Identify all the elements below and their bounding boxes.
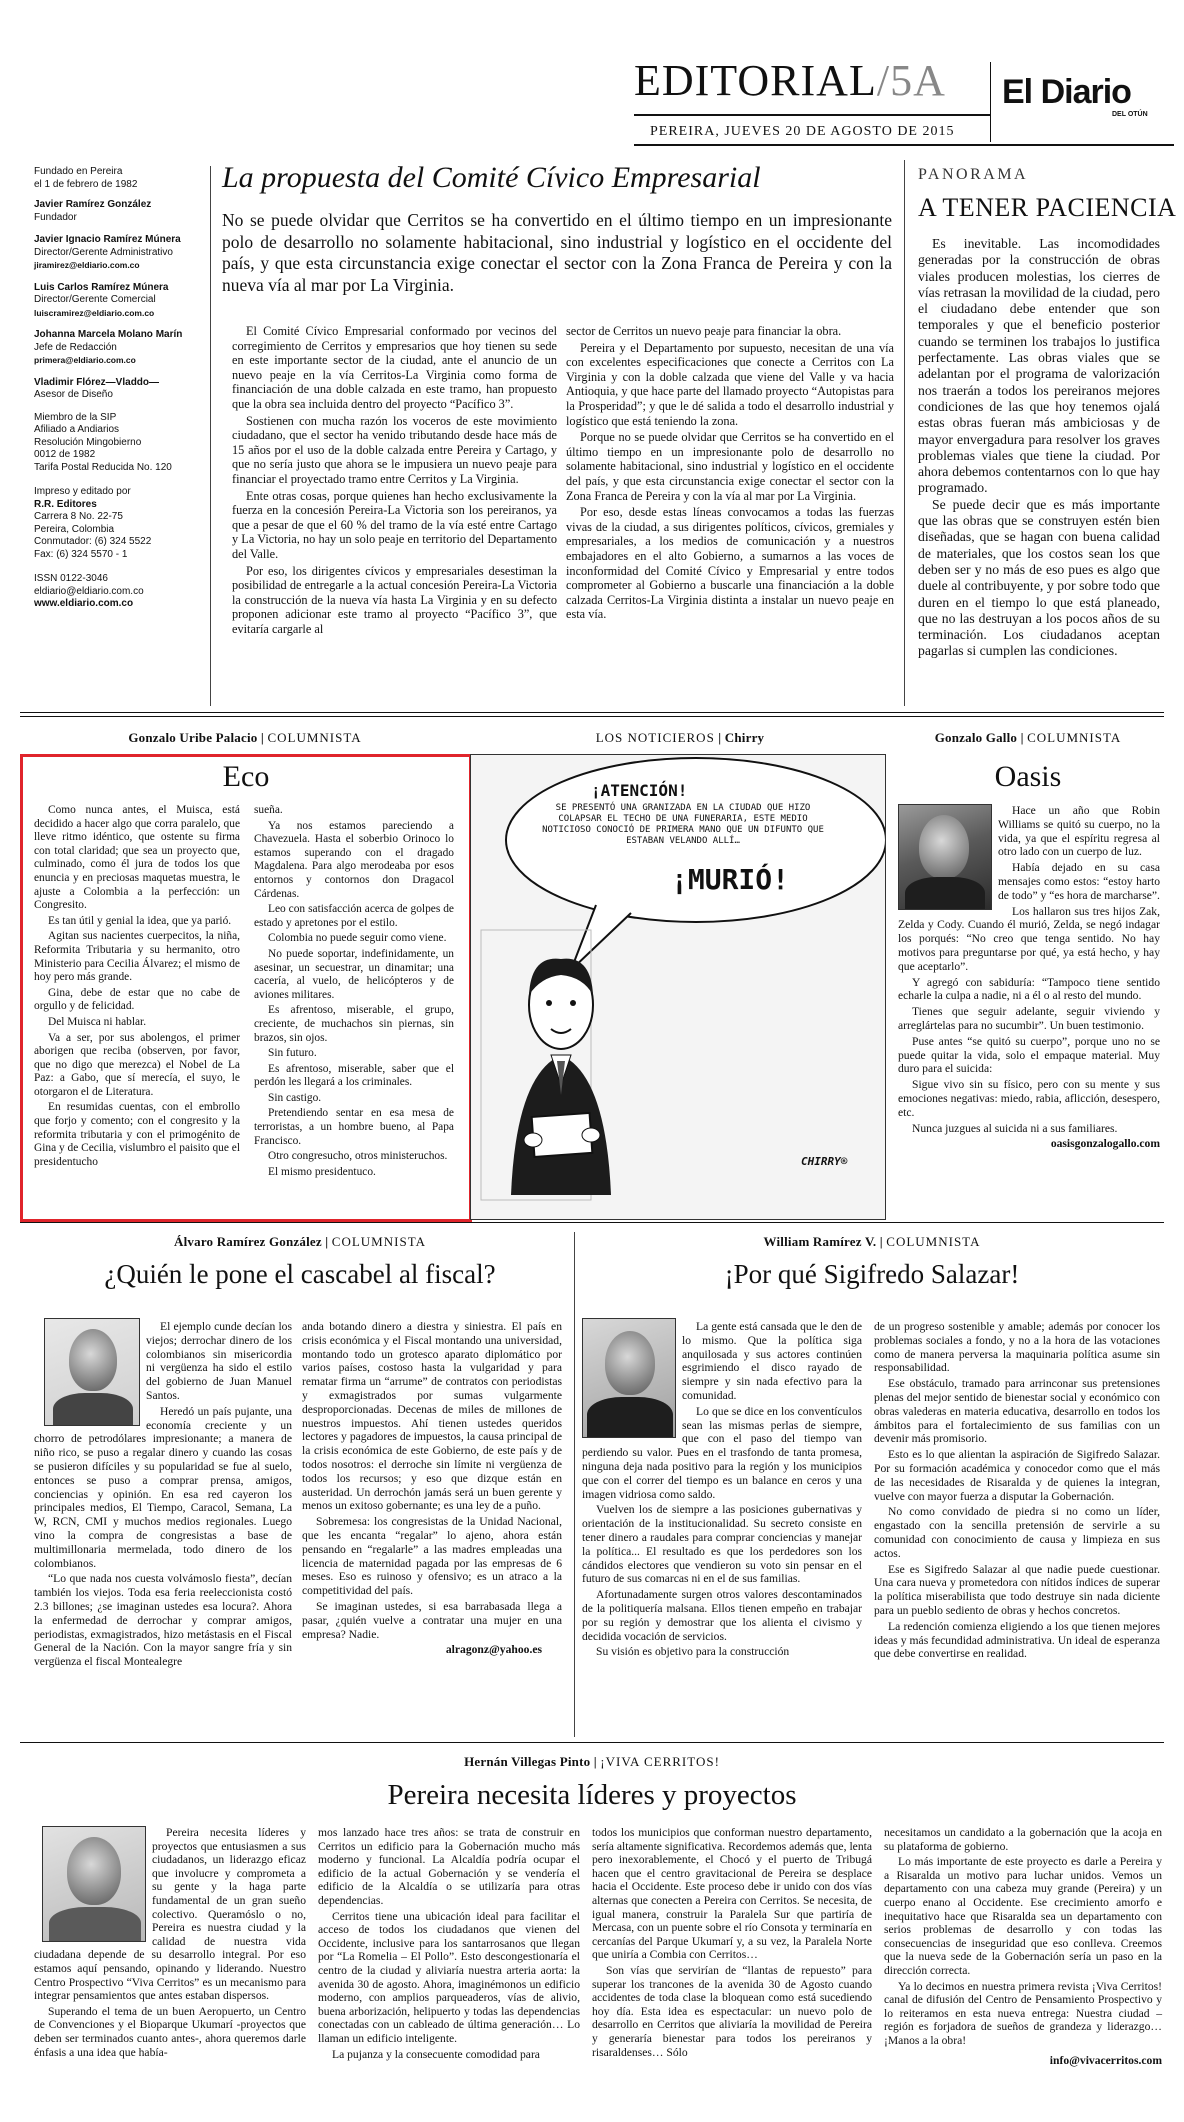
paragraph: Gina, debe de estar que no cabe de orgullo y de felicidad. <box>34 986 240 1013</box>
editorial-col-2 <box>566 324 894 624</box>
byline: Gonzalo Gallo | COLUMNISTA <box>934 730 1122 745</box>
salazar-col-2 <box>874 1320 1160 1663</box>
masthead <box>0 0 1184 150</box>
paragraph: En resumidas cuentas, con el embrollo que forjo y comento; con el congresito y la reformita tributaria y con el primogénito de Gina y de Cecilia, vislumbro el paisito que el presidentucho <box>34 1101 240 1168</box>
paragraph: La pujanza y la consecuente comodidad para <box>332 2047 540 2061</box>
paragraph: Es afrentoso, miserable, saber que el perdón les llegará a los criminales. <box>254 1062 454 1089</box>
columnist-role: COLUMNISTA <box>267 730 362 745</box>
paragraph: Tienes que seguir adelante, seguir viviendo y arreglártelas para no sucumbir”. Un buen testimonio. <box>898 1005 1160 1032</box>
section-name: EDITORIAL <box>634 56 877 105</box>
byline: William Ramírez V. | COLUMNISTA <box>763 1234 981 1249</box>
byline: Gonzalo Uribe Palacio | COLUMNISTA <box>128 730 362 745</box>
photo-spacer <box>34 1826 152 1948</box>
columnist-name: Álvaro Ramírez González <box>174 1234 322 1249</box>
affiliation-line: Afiliado a Andiarios <box>34 424 120 435</box>
paragraph: Ya nos estamos pareciendo a Chavezuela. Hasta el soberbio Orinoco lo estamos superando con el dragado Magdalena. Para algo merodeaba por esos entornos y contornos don Dragacol Cárdenas. <box>254 819 454 900</box>
paragraph: La redención comienza eligiendo a los que tienen mejores ideas y más fecundidad administrativa. Un ideal de esperanza que debe convertirse en realidad. <box>874 1619 1160 1661</box>
staff-role: Fundador <box>34 211 77 223</box>
column-title: Pereira necesita líderes y proyectos <box>387 1779 797 1811</box>
paragraph: Va a ser, por sus abolengos, el primer aborigen que reciba (observen, por favor, que no digo que merezca) el Nobel de La Paz: a Gabo, que sí merecía, el suyo, le otorgaron el de Literatura. <box>34 1031 240 1098</box>
paragraph: Superando el tema de un buen Aeropuerto, un Centro de Convenciones y el Bioparque Ukumarí -proyectos que deben ser terminados cuanto antes-, ahora queremos darle énfasis a una idea que había- <box>34 2004 306 2059</box>
staff-email[interactable]: primera@eldiario.com.co <box>34 355 136 365</box>
paragraph: El ejemplo cunde decían los viejos; derrochar dinero de los colombianos sin misericordia ni vergüenza ha sido el estilo del gobierno de Juan Manuel Santos. <box>146 1320 292 1402</box>
paragraph: Sobremesa: los congresistas de la Unidad Nacional, que les encanta “regalar” lo ajeno, ahora están pensando en “regalarle” a las madres empleadas una licencia de maternidad pagada por las empresas de 6 meses. Eso es ruinoso y ofensivo; es un atraco a la competitividad del país. <box>302 1515 562 1598</box>
staff-name: Johanna Marcela Molano Marín <box>34 329 183 340</box>
fax-line: Fax: (6) 324 5570 - 1 <box>34 548 128 560</box>
paragraph: Lo que se dice en los conventículos sean las mismas perlas de siempre, que con el paso del tiempo van perdiendo su valor. Pues en el trasfondo de tanta promesa, ninguna deja nada positivo para la región y los municipios que con el correr del tiempo es un balance en ceros y una imagen vidriosa como saldo. <box>582 1404 862 1501</box>
photo-spacer <box>34 1320 146 1432</box>
staff-name: Javier Ramírez González <box>34 199 152 210</box>
cerritos-col-1 <box>34 1826 306 2061</box>
columnist-role: COLUMNISTA <box>886 1234 981 1249</box>
paragraph: No como convidado de piedra si no como un líder, engastado con la sencilla pretensión de servirle a su comunidad con conocimiento de causa y limpieza en sus actos. <box>874 1505 1160 1560</box>
balloon-heading: ¡ATENCIÓN! <box>591 781 688 800</box>
panorama-title: A TENER PACIENCIA <box>918 193 1177 222</box>
columnist-role: COLUMNISTA <box>1027 730 1122 745</box>
paragraph: “Lo que nada nos cuesta volvámoslo fiesta”, decían también los viejos. Toda esa feria reeleccionista costó 2.3 billones; ¿se imaginan ustedes esa locura?. Ahora la enfermedad de derrochar y comprar amigos, periodistas, exmagistrados, hizo metástasis en el Fiscal General de la Nación. Con la mayor sangre fría y sin vergüenza el fiscal Montealegre <box>34 1572 292 1669</box>
cartoon-section: LOS NOTICIEROS <box>595 730 715 745</box>
paragraph: Son vías que servirían de “llantas de repuesto” para superar los trancones de la avenida 30 de Agosto cuando accidentes de toda clase la bloquean como está sucediendo hoy día. Esta idea es espectacular: un nuevo polo de desarrollo en Cerritos que aliviaría la movilidad de Pereira y generaría bienestar para todos los pereiranos y risaraldenses… Sólo <box>592 1963 872 2059</box>
cerritos-col-3 <box>592 1826 872 2061</box>
fiscal-col-2 <box>302 1320 562 1657</box>
columnist-email[interactable]: alragonz@yahoo.es <box>445 1643 542 1657</box>
printer-line: Carrera 8 No. 22-75 <box>34 511 123 522</box>
staff-name: Luis Carlos Ramírez Múnera <box>34 281 169 293</box>
paragraph: Ya lo decimos en nuestra primera revista ¡Viva Cerritos! canal de difusión del Centro de Pensamiento Prospectivo y lo reiteramos en esta nueva entrega: Nuestra ciudad – región es forjadora de sueños de grandeza y liderazgo… ¡Manos a la obra! <box>884 1979 1162 2047</box>
columnist-role: COLUMNISTA <box>331 1234 426 1249</box>
paragraph: de un progreso sostenible y amable; además por conocer los problemas sociales a fondo, y no a la hora de las votaciones como de manera perversa la maquinaria política asume sin responsabilidad. <box>874 1320 1160 1375</box>
anchor-figure <box>511 959 611 1195</box>
paragraph: Por eso, los dirigentes cívicos y empresariales desestiman la posibilidad de entregarle a la actual concesión Pereira-La Victoria la construcción de la nueva vía hasta La Virginia y en su defecto proponen adicionar este tramo al proyecto “Pacífico 3”, que evitaría cargarle al <box>232 563 557 636</box>
section-title: EDITORIAL/5A <box>634 56 946 105</box>
affiliation-line: 0012 de 1982 <box>34 449 96 460</box>
paragraph: Nunca juzgues al suicida ni a sus familiares. <box>912 1121 1118 1135</box>
staff-role: Asesor de Diseño <box>34 389 113 400</box>
balloon-punchline: ¡MURIÓ! <box>671 863 790 896</box>
eco-col-1 <box>34 804 240 1171</box>
editorial-col-1 <box>232 324 557 638</box>
columnist-website[interactable]: oasisgonzalogallo.com <box>1050 1137 1160 1151</box>
paragraph: Ente otras cosas, porque quienes han hecho exclusivamente la fuerza en la concesión Pereira-La Victoria son los pereiranos, ya que a pesar de que el 60 % del tramo de la vía esté entre Cartago y La Victoria, no hay un solo peaje en territorio del Departamento del Valle. <box>232 488 557 561</box>
paragraph: sector de Cerritos un nuevo peaje para financiar la obra. <box>566 324 842 338</box>
photo-spacer <box>582 1320 682 1446</box>
column-title: Eco <box>222 760 270 793</box>
paragraph: Se puede decir que es más importante que las obras que se construyen estén bien diseñadas, que se hagan con buena calidad de materiales, que los costos sean los que deben ser y no más de eso pues es algo que duele al contribuyente, y por sobre todo que duren en el tiempo lo que está planeado, que no las destruyan a los pocos años de su terminación. Los ciudadanos aceptan pagarlas si cumplen las condiciones. <box>918 496 1160 659</box>
staff-email[interactable]: jiramirez@eldiario.com.co <box>34 260 140 270</box>
paragraph: Heredó un país pujante, una economía creciente y un chorro de petrodólares impresionante; a manera de niño rico, se puso a regalar dinero y cuando las cosas se pusieron difíciles y su popularidad se fue al suelo, entonces se puso a comprar prensa, amigos, conciencias y opinión. En esa red cayeron los principales medios, El Tiempo, Caracol, Semana, La W, RCN, CMI y muchos medios regionales. Luego vino la compra de congresistas a base de multimillonaria mermelada, todo dinero de los colombianos. <box>34 1404 292 1570</box>
paragraph: Los hallaron sus tres hijos Zak, Zelda y Cody. Cuando él murió, Zelda, se negó indagar los porqués: “No creo que tenga sentido. No hay motivos para preguntarse por qué, ya está hecho, y hay que aceptarlo”. <box>898 904 1160 973</box>
paragraph: mos lanzado hace tres años: se trata de construir en Cerritos un edificio para la Gobernación mucho más moderno y funcional. La Alcaldía podría ocupar el edificio de la actual Gobernación y se vendería el edificio de la Alcaldía o se utilizaría para otras dependencias. <box>318 1826 580 1907</box>
phone-line: Conmutador: (6) 324 5522 <box>34 536 152 547</box>
affiliation-line: Miembro de la SIP <box>34 411 117 423</box>
paragraph: Pretendiendo sentar en esa mesa de terroristas, a un hombre bueno, al Papa Francisco. <box>254 1107 454 1147</box>
brand-tag: DEL OTÚN <box>1112 111 1148 118</box>
paragraph: Sin futuro. <box>268 1047 317 1060</box>
contact-email[interactable]: eldiario@eldiario.com.co <box>34 585 144 597</box>
staff-name: Javier Ignacio Ramírez Múnera <box>34 234 181 245</box>
paragraph: Su visión es objetivo para la construcción <box>596 1645 790 1659</box>
salazar-col-1 <box>582 1320 862 1661</box>
paragraph: necesitamos un candidato a la gobernación que la acoja en su plataforma de gobierno. <box>884 1826 1162 1853</box>
paragraph: Sostienen con mucha razón los voceros de este movimiento ciudadano, que el sector ha venido tributando desde hace más de 15 años por el uso de la doble calzada entre Pereira y Cartago, y que no sería justo que ahora se le impusiera un nuevo peaje para financiar el proyectado tramo entre Cerritos y La Virginia. <box>232 413 557 486</box>
paragraph: Del Muisca ni hablar. <box>48 1015 147 1028</box>
paragraph: Colombia no puede seguir como viene. <box>268 932 447 945</box>
founded-line: el 1 de febrero de 1982 <box>34 178 138 190</box>
paragraph: Pereira necesita líderes y proyectos que entusiasmen a sus ciudadanos, un liderazgo eficaz que involucre y comprometa a su gente y la haga parte fundamental de un gran sueño colectivo. Queramóslo o no, Pereira es nuestra ciudad y la calidad de nuestra vida ciudadana depende de su desarrollo integral. Por eso estamos aquí pensando, opinando y liderando. Nuestro Centro Prospectivo “Viva Cerritos” es un mecanismo para integrar pensamientos que antes estaban dispersos. <box>34 1826 306 2003</box>
editorial-title: La propuesta del Comité Cívico Empresarial <box>222 161 761 194</box>
affiliation-line: Resolución Mingobierno <box>34 436 142 448</box>
panorama-body <box>918 236 1160 660</box>
column-name: ¡VIVA CERRITOS! <box>600 1754 720 1769</box>
staff-box <box>34 166 204 611</box>
paragraph: Por eso, desde estas líneas convocamos a todas las fuerzas vivas de la ciudad, a sus dirigentes políticos, cívicos, gremiales y empresariales, a los medios de comunicación y a nuestros embajadores en el alto Gobierno, a sumarnos a las voces de inconformidad del Comité Cívico y Empresarial y entre todos comprometer al Gobierno a buscarle una financiación a la doble calzada Cerritos-La Virginia distinta a instalar un nuevo peaje en esta vía. <box>566 505 894 622</box>
photo-spacer <box>898 804 998 914</box>
eco-col-2 <box>254 804 454 1181</box>
columnist-name: Gonzalo Uribe Palacio <box>128 730 258 745</box>
columnist-name: Hernán Villegas Pinto <box>464 1754 591 1769</box>
paragraph: La gente está cansada que le den de lo mismo. Que la política siga anquilosada y sus actores continúen esgrimiendo el disco rayado de siempre y sin nada efectivo para la comunidad. <box>682 1320 862 1402</box>
cartoonist-signature: CHIRRY® <box>801 1155 848 1168</box>
paragraph: Afortunadamente surgen otros valores descontaminados de la politiquería malsana. Ellos tienen empeño en trabajar por su región y demostrar que los alienta el civismo y decidida vocación de servicios. <box>582 1588 862 1643</box>
website-link[interactable]: www.eldiario.com.co <box>34 598 134 609</box>
byline: Hernán Villegas Pinto | ¡VIVA CERRITOS! <box>464 1754 720 1769</box>
staff-name: Vladimir Flórez—Vladdo— <box>34 376 160 388</box>
paragraph: Pereira y el Departamento por supuesto, necesitan de una vía con excelentes especificaciones que conecte a Cerritos con La Virginia y con la doble calzada que viene del Valle y va hacia Antioquia, y que hace parte del llamado proyecto “Autopistas para la Prosperidad”; y que le dé salida a todo el desarrollo industrial y logístico que está teniendo la zona. <box>566 340 894 428</box>
staff-role: Jefe de Redacción <box>34 341 117 353</box>
paragraph: Sigue vivo sin su físico, pero con su mente y sus emociones negativas: miedo, rabia, aflicción, desespero, etc. <box>898 1078 1160 1119</box>
columnist-name: Gonzalo Gallo <box>934 730 1018 745</box>
paragraph: Hace un año que Robin Williams se quitó su cuerpo, no la vida, ya que el espíritu regresa al otro lado con un cuerpo de luz. <box>998 804 1160 859</box>
staff-role: Director/Gerente Comercial <box>34 294 156 305</box>
paragraph: Ese es Sigifredo Salazar al que nadie puede cuestionar. Una cara nueva y prometedora con nítidos índices de superar la política miserabilista que todo destruye sin nada diciente para un pueblo sediento de obras y hechos concretos. <box>874 1562 1160 1617</box>
paragraph: Leo con satisfacción acerca de golpes de estado y apretones por el estilo. <box>254 903 454 929</box>
paragraph: Sin castigo. <box>268 1091 322 1104</box>
paragraph: Ese obstáculo, tramado para arrinconar sus pretensiones plenas del mejor sentido de bienestar social y económico con obras valederas en materia educativa, desarrollo en todos los ámbitos para el fortalecimiento de sus familias con un devenir más promisorio. <box>874 1377 1160 1446</box>
cerritos-col-2 <box>318 1826 580 2063</box>
paragraph: todos los municipios que conforman nuestro departamento, sería altamente significativa. Recordemos además que, lenta pero inexorablemente, el Chocó y el puerto de Tribugá hacen que el centro gravitacional de Pereira se desplace hacia el Occidente. Este proceso debe ir unido con dos vías alternas que conecten a Pereira con Cerritos. Se necesita, de igual manera, construir la Paralela Sur que partiría de Mercasa, con un puente sobre el río Consota y terminaría en cercanías del Parque Ukumarí y, a su vez, la Paralela Norte que uniría a Combia con Cerritos… <box>592 1826 872 1962</box>
paragraph: Otro congresucho, otros ministeruchos. <box>268 1150 448 1163</box>
paragraph: Cerritos tiene una ubicación ideal para facilitar el acceso de todos los ciudadanos que vienen del Occidente, inclusive para los santarrosanos que llegan por “La Romelia – El Pollo”. Esto descongestionaría el centro de la ciudad y aliviaría nuestra arteria aorta: la avenida 30 de agosto. Ahora, imaginémonos un edificio moderno, con amplios parqueaderos, vías de alivio, buena arborización, helipuerto y todas las dependencias conectadas con un cableado de última generación… Lo llaman un edificio inteligente. <box>318 1909 580 2045</box>
brand-logo: El Diario <box>1002 73 1131 111</box>
oasis-body <box>898 804 1160 1151</box>
paragraph: No puede soportar, indefinidamente, un asesinar, un secuestrar, un dinamitar; una cacería, al vuelo, de helicópteros y de aviones militares. <box>254 947 454 1001</box>
staff-email[interactable]: luiscramirez@eldiario.com.co <box>34 307 155 318</box>
byline: Álvaro Ramírez González | COLUMNISTA <box>174 1234 426 1249</box>
dateline: PEREIRA, JUEVES 20 DE AGOSTO DE 2015 <box>650 124 955 139</box>
paragraph: Lo más importante de este proyecto es darle a Pereira y a Risaralda un motivo para luchar unidos. Vemos un departamento con una cabeza muy grande (Pereira) y un cuerpo enano al Occidente. Ese crecimiento amorfo e inequitativo hace que Risaralda sea un departamento con serios problemas de desarrollo y con todas las consecuencias de inseguridad que eso conlleva. Creemos que la nueva sede de la Gobernación sería un paso en la dirección correcta. <box>884 1855 1162 1977</box>
byline: LOS NOTICIEROS | Chirry <box>595 730 765 745</box>
cerritos-col-4 <box>884 1826 1162 2067</box>
paragraph: Y agregó con sabiduría: “Tampoco tiene sentido echarle la culpa a nadie, ni a él o al resto del mundo. <box>898 975 1160 1003</box>
panorama-kicker: PANORAMA <box>918 166 1029 183</box>
printer-line: Impreso y editado por <box>34 486 131 497</box>
paragraph: El mismo presidentuco. <box>268 1165 376 1178</box>
paragraph: Es afrentoso, miserable, el grupo, creciente, de muchachos sin piernas, sin brazos, sin ojos. <box>254 1004 454 1044</box>
cartoon-frame <box>470 754 886 1220</box>
paragraph: anda botando dinero a diestra y siniestra. El país en crisis económica y el Fiscal montando una universidad, montando todo un grotesco aparato diplomático por varios países, costoso hasta la vulgaridad y para rematar firma un “arrume” de contratos con periodistas y exmagistrados por sumas vulgarmente desproporcionadas. Decenas de miles de millones de nuestros impuestos. Ahí tienen ustedes queridos lectores y pagadores de impuestos, la causa principal de la crisis económica de este Gobierno, de este país y de todos nosotros: el derroche sin límite ni vergüenza de todos los recursos; y eso que dizque están en austeridad. Un derrochón jamás será un buen gerente y menos un exitoso gobernante; es una ley de a puño. <box>302 1320 562 1513</box>
paragraph: Como nunca antes, el Muisca, está decidido a hacer algo que corra paralelo, que lleve ritmo idéntico, que ostente su firma con total claridad; que sea un proyecto que, culminado, como él jura de todos los que enuncia y en preciosas maquetas muestra, le ajuste a Colombia a la perfección: un Congresito. <box>34 804 240 912</box>
column-title: ¡Por qué Sigifredo Salazar! <box>724 1259 1020 1289</box>
paragraph: Esto es lo que alientan la aspiración de Sigifredo Salazar. Por su formación académica y conocedor como que el más de las necesidades de Risaralda y de quienes la integran, vuelve con mayor fuerza a disputar la Gobernación. <box>874 1448 1160 1503</box>
paragraph: Agitan sus nacientes cuerpecitos, la niña, Reformita Tributaria y su hermanito, otro Ministerio para Cecilia Álvarez; el mismo de hoy pero más grande. <box>34 930 240 984</box>
paragraph: El Comité Cívico Empresarial conformado por vecinos del corregimiento de Cerritos y empresarios que hoy tienen su sede en este importante sector de la ciudad, ante el anuncio de un nuevo peaje en la vía Cerritos-La Virginia como forma de financiación de una doble calzada en este tramo, han propuesto que la obra sea incluida dentro del proyecto “Pacífico 3”. <box>232 324 557 411</box>
paragraph: Puse antes “se quitó su cuerpo”, porque uno no se puede quitar la vida, solo el empaque material. Muy duro para el suicida: <box>898 1034 1160 1076</box>
affiliation-line: Tarifa Postal Reducida No. 120 <box>34 461 172 473</box>
paragraph: Es tan útil y genial la idea, que ya parió. <box>48 914 232 927</box>
columnist-name: William Ramírez V. <box>763 1234 877 1249</box>
cartoonist-name: Chirry <box>724 730 765 745</box>
contact-email[interactable]: info@vivacerritos.com <box>1049 2053 1162 2067</box>
staff-role: Director/Gerente Administrativo <box>34 246 173 258</box>
balloon-tail <box>571 905 631 970</box>
paragraph: Se imaginan ustedes, si esa barrabasada llega a pasar, ¿quién vuelve a contratar una mujer en una empresa? Nadie. <box>302 1599 562 1641</box>
balloon-text: SE PRESENTÓ UNA GRANIZADA EN LA CIUDAD QUE HIZO COLAPSAR EL TECHO DE UNA FUNERARIA, ESTE MEDIO NOTICIOSO CONOCIÓ DE PRIMERA MANO QUE UN DIFUNTO QUE ESTABAN VELANDO ALLÍ… <box>542 803 824 846</box>
column-title: ¿Quién le pone el cascabel al fiscal? <box>104 1259 496 1289</box>
paragraph: Había dejado en su casa mensajes como estos: “estoy harto de todo” y “es hora de marcharse”. <box>998 861 1160 902</box>
paragraph: sueña. <box>254 804 283 816</box>
printer-line: R.R. Editores <box>34 498 97 510</box>
paragraph: Es inevitable. Las incomodidades generadas por la construcción de obras viales producen molestias, los cierres de vías retrasan la movilidad de la ciudad, pero el ciudadano debe entender que son temporales y que el beneficio posterior cuando se terminen los trabajos lo justifica perfectamente. Las obras viales que se adelantan por el programa de valorización nos traerán a todos los pereiranos mejores condiciones de las que hoy tenemos ojalá estas obras fueran más ambiciosas y de mayor envergadura para resolver los graves problemas viales que tiene la ciudad. Por ahora debemos contentarnos con lo que hay programado. <box>918 236 1160 496</box>
paragraph: Vuelven los de siempre a las posiciones gubernativas y orientación de la institucionalidad. Su secreto consiste en tener dinero a raudales para comprar conciencias y manejar la política... El resultado es que los perdedores son los cándidos electores que vendieron su voto sin pensar en el futuro de sus comarcas ni en el de sus familias. <box>582 1503 862 1586</box>
paragraph: Porque no se puede olvidar que Cerritos se ha convertido en el último tiempo en un impresionante polo de desarrollo no solamente habitacional, sino industrial y logístico en el occidente del país, y que esta circunstancia exige conectar el sector con la Zona Franca de Pereira y con la vía al mar por La Virginia. <box>566 430 894 503</box>
fiscal-col-1 <box>34 1320 292 1671</box>
editorial-lead: No se puede olvidar que Cerritos se ha convertido en el último tiempo en un impresionante polo de desarrollo no solamente habitacional, sino industrial y logístico en el occidente del país, y que esta circunstancia exige conectar el sector con la Zona Franca de Pereira y con la nueva vía al mar por La Virginia. <box>222 210 892 295</box>
issn-line: ISSN 0122-3046 <box>34 573 108 584</box>
founded-line: Fundado en Pereira <box>34 166 123 177</box>
printer-line: Pereira, Colombia <box>34 523 115 535</box>
page-number: 5A <box>890 56 946 105</box>
column-title: Oasis <box>994 760 1062 793</box>
